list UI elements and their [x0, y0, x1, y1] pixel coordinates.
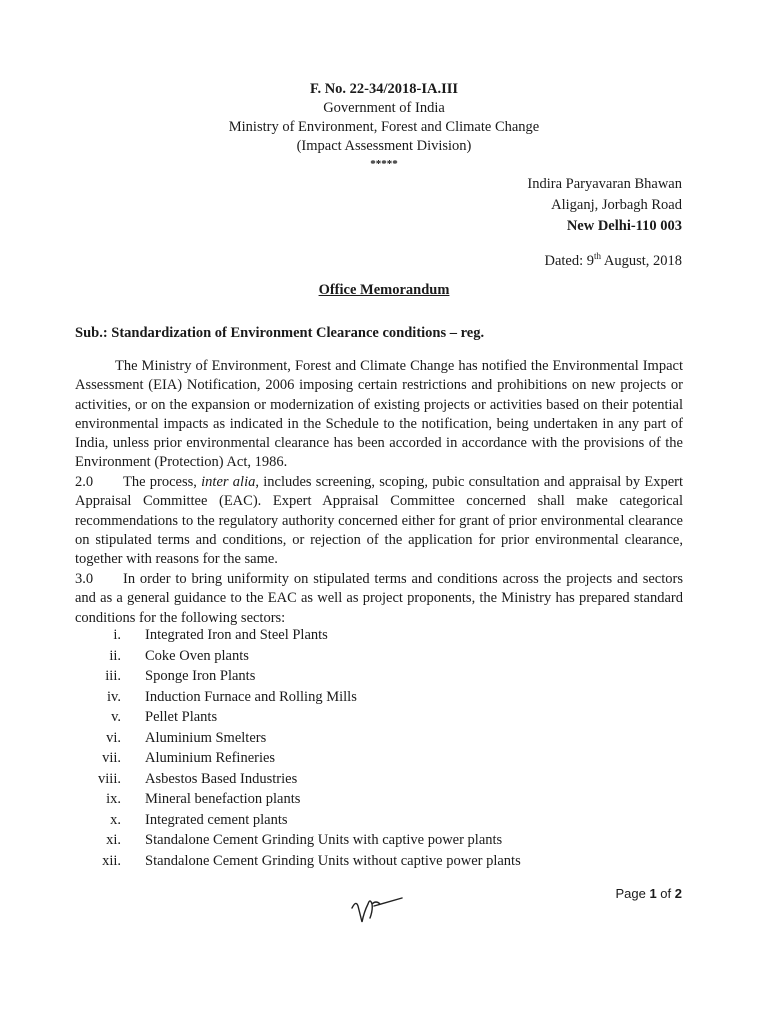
sector-item	[75, 687, 695, 708]
signature-mark	[346, 892, 406, 932]
sector-number: iii.	[105, 668, 121, 684]
sector-item	[75, 769, 695, 790]
sector-name: Pellet Plants	[145, 709, 218, 725]
sector-name: Standalone Cement Grinding Units with captive power plants	[145, 832, 503, 848]
sector-item	[75, 789, 695, 810]
division-line: (Impact Assessment Division)	[296, 138, 472, 154]
sector-item	[75, 728, 695, 749]
document-title: Office Memorandum	[318, 282, 450, 298]
sector-number: x.	[110, 811, 121, 828]
sector-name: Standalone Cement Grinding Units without captive power plants	[145, 852, 521, 869]
paragraph-3-text: In order to bring uniformity on stipulated terms and conditions across the projects and sectors and as a general guidance to the EAC as well as project proponents, the Ministry has prepared standard conditions for the following sectors:	[75, 571, 683, 626]
file-number: F. No. 22-34/2018-IA.III	[309, 81, 459, 97]
sector-name: Integrated Iron and Steel Plants	[145, 627, 328, 643]
sector-item	[75, 851, 695, 872]
sector-number: xi.	[106, 832, 121, 848]
sector-name: Aluminium Smelters	[145, 729, 267, 746]
subject-line: Sub.: Standardization of Environment Clearance conditions – reg.	[75, 325, 485, 341]
sector-number: v.	[111, 709, 121, 725]
sector-item	[75, 646, 695, 667]
sector-name: Integrated cement plants	[145, 811, 288, 828]
sector-item	[75, 707, 695, 728]
sector-name: Mineral benefaction plants	[145, 791, 301, 807]
ministry-line: Ministry of Environment, Forest and Climate Change	[228, 119, 540, 135]
paragraph-1	[75, 357, 683, 473]
sector-item	[75, 748, 695, 769]
address-line-1: Indira Paryavaran Bhawan	[527, 176, 682, 192]
sector-name: Induction Furnace and Rolling Mills	[145, 688, 357, 705]
latin-phrase: inter alia	[201, 474, 256, 490]
sector-name: Asbestos Based Industries	[145, 770, 298, 787]
sector-number: viii.	[98, 770, 121, 787]
government-line: Government of India	[323, 100, 445, 116]
sector-list	[75, 625, 695, 871]
paragraph-2-number: 2.0	[75, 474, 94, 490]
date-label: Dated: 9	[544, 252, 595, 269]
sector-number: iv.	[107, 688, 121, 705]
sector-number: ii.	[109, 647, 121, 664]
sector-item	[75, 830, 695, 851]
address-line-2: Aliganj, Jorbagh Road	[551, 197, 682, 213]
paragraph-3-number: 3.0	[75, 571, 94, 587]
sector-item	[75, 810, 695, 831]
sector-name: Sponge Iron Plants	[145, 668, 256, 684]
sector-number: vi.	[106, 729, 121, 746]
paragraph-1-text: The Ministry of Environment, Forest and Climate Change has notified the Environmental Impact Assessment (EIA) Notification, 2006 imposing certain restrictions and prohibitions on new projects or activities, or on the expansion or modernization of existing projects or activities based on their potential environmental impacts as indicated in the Schedule to the notification, being undertaken in any part of India, unless prior environmental clearance has been accorded in accordance with the provisions of the Environment (Protection) Act, 1986.	[75, 358, 683, 471]
sector-number: xii.	[102, 852, 121, 869]
sector-number: i.	[113, 627, 121, 643]
sector-number: ix.	[106, 791, 121, 807]
stars-separator: *****	[370, 158, 398, 170]
address-line-3: New Delhi-110 003	[566, 218, 682, 234]
sector-item	[75, 625, 695, 646]
address-block	[527, 174, 682, 237]
sector-number: vii.	[102, 750, 121, 766]
date-suffix: th	[594, 251, 602, 261]
sector-name: Aluminium Refineries	[145, 750, 276, 766]
paragraph-3	[75, 570, 683, 628]
date-line	[544, 251, 682, 270]
page-number: Page 1 of 2	[615, 886, 682, 901]
sector-name: Coke Oven plants	[145, 647, 249, 664]
paragraph-2: 2.0 The process, inter alia, includes screening, scoping, pubic consultation and appraisal by Expert Appraisal Committee (EAC). Expert Appraisal Committee concerned shall make categorical recommendations to the regulatory authority concerned either for grant of prior environmental clearance on stipulated terms and conditions, or rejection of the application for prior environmental clearance, together with reasons for the same.	[75, 474, 683, 568]
date-rest: August, 2018	[601, 252, 682, 269]
sector-item	[75, 666, 695, 687]
